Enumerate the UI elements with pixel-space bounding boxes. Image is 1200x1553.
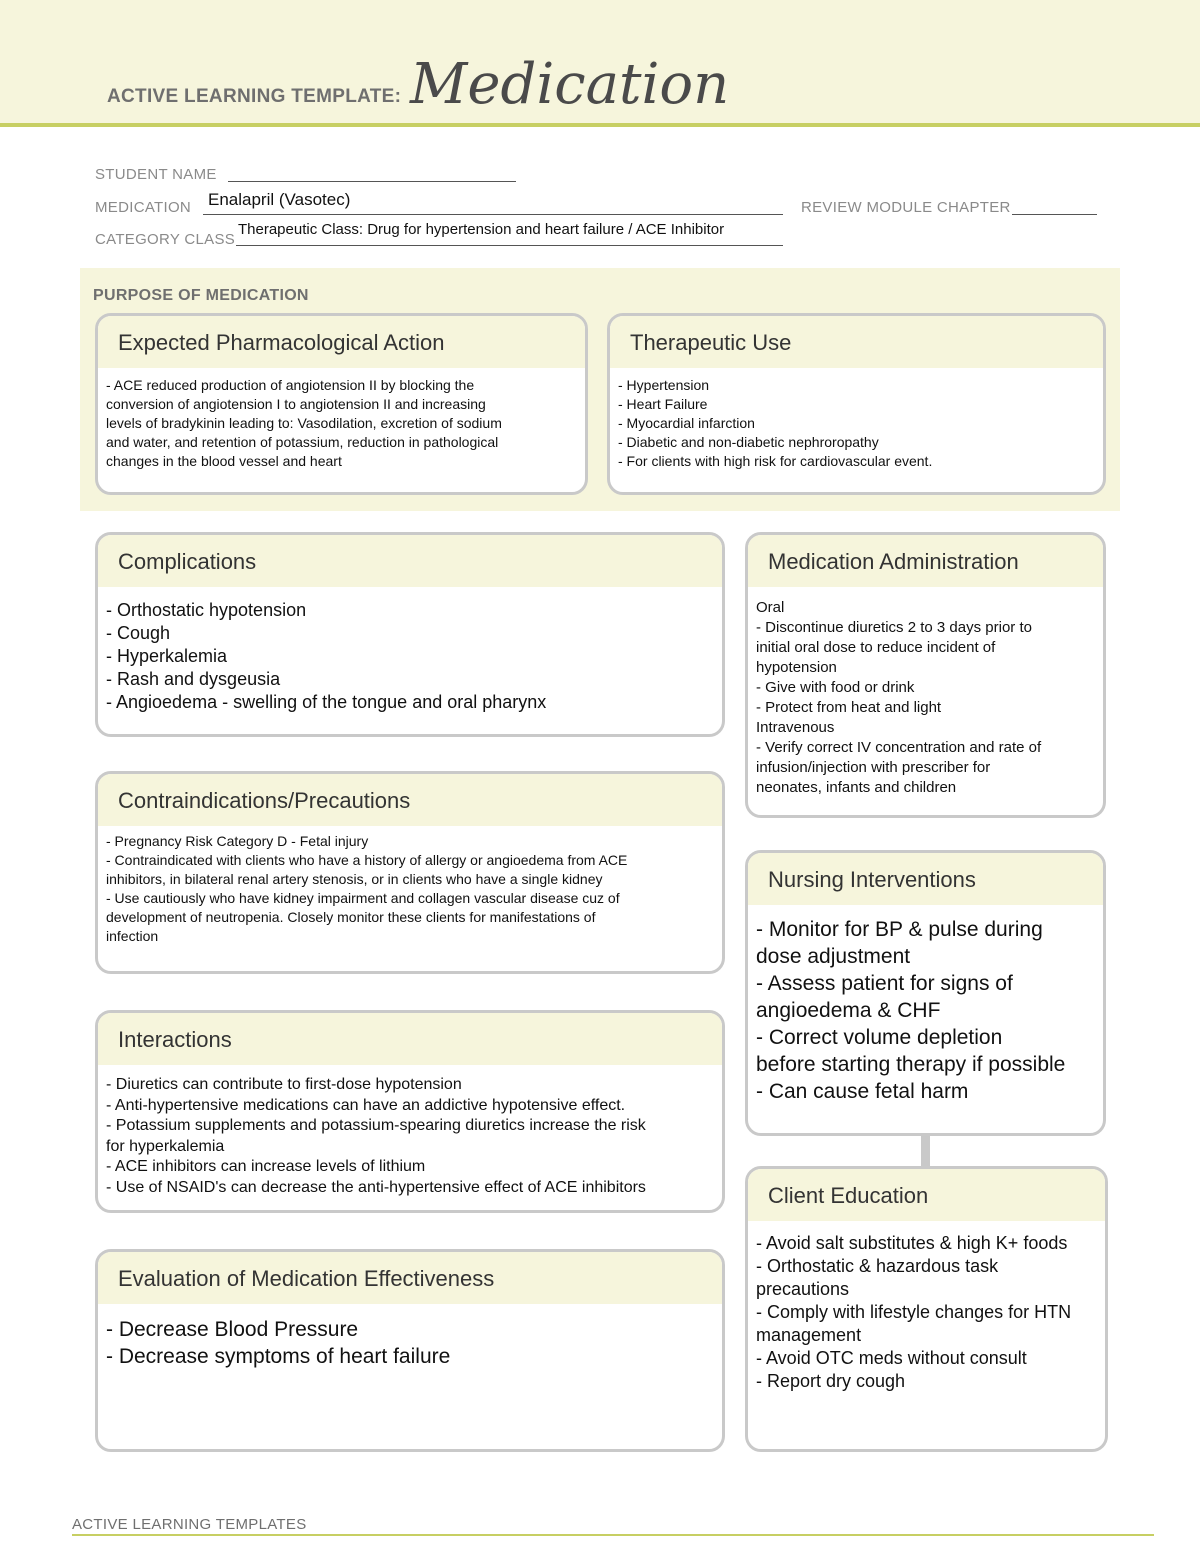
nursing-body[interactable] [748, 905, 1103, 1105]
client-ed-line: precautions [756, 1279, 850, 1299]
med-admin-line: Oral [756, 599, 785, 616]
medication-label: MEDICATION [95, 199, 192, 216]
pharm-action-title: Expected Pharmacological Action [98, 316, 585, 368]
evaluation-line: - Decrease Blood Pressure [106, 1318, 359, 1341]
interactions-card [95, 1010, 725, 1213]
contraindications-line: development of neutropenia. Closely monitor these clients for manifestations of [106, 909, 596, 925]
therapeutic-use-title: Therapeutic Use [610, 316, 1103, 368]
interactions-body[interactable] [98, 1065, 722, 1198]
interactions-line: - Potassium supplements and potassium-spearing diuretics increase the risk [106, 1117, 646, 1134]
pharm-action-line: levels of bradykinin leading to: Vasodilation, excretion of sodium [106, 415, 502, 431]
evaluation-title: Evaluation of Medication Effectiveness [98, 1252, 722, 1304]
nursing-title: Nursing Interventions [748, 853, 1103, 905]
complications-line: - Hyperkalemia [106, 646, 228, 666]
complications-title: Complications [98, 535, 722, 587]
section-connector [921, 1134, 930, 1166]
pharm-action-line: - ACE reduced production of angiotension II by blocking the [106, 377, 475, 393]
category-class-line [236, 245, 783, 246]
med-admin-line: neonates, infants and children [756, 779, 957, 796]
therapeutic-use-line: - Diabetic and non-diabetic nephroropathy [618, 434, 879, 450]
complications-body[interactable] [98, 587, 722, 714]
nursing-line: angioedema & CHF [756, 999, 941, 1022]
nursing-card [745, 850, 1106, 1136]
contraindications-line: infection [106, 928, 159, 944]
nursing-line: - Monitor for BP & pulse during [756, 918, 1043, 941]
med-admin-card [745, 532, 1106, 818]
review-module-line [1012, 214, 1097, 215]
complications-line: - Orthostatic hypotension [106, 600, 307, 620]
complications-card [95, 532, 725, 737]
therapeutic-use-card [607, 313, 1106, 495]
contraindications-line: - Contraindicated with clients who have a history of allergy or angioedema from ACE [106, 852, 628, 868]
complications-line: - Angioedema - swelling of the tongue and oral pharynx [106, 692, 547, 712]
client-ed-line: - Avoid salt substitutes & high K+ foods [756, 1233, 1068, 1253]
pharm-action-body[interactable] [98, 368, 585, 471]
nursing-line: - Correct volume depletion [756, 1026, 1003, 1049]
contraindications-line: inhibitors, in bilateral renal artery stenosis, or in clients who have a single kidney [106, 871, 603, 887]
med-admin-line: - Verify correct IV concentration and rate of [756, 739, 1042, 756]
header-divider [0, 123, 1200, 127]
pharm-action-card [95, 313, 588, 495]
client-ed-line: - Avoid OTC meds without consult [756, 1348, 1027, 1368]
evaluation-card [95, 1249, 725, 1452]
contraindications-body[interactable] [98, 826, 722, 946]
therapeutic-use-body[interactable] [610, 368, 1103, 471]
med-admin-line: Intravenous [756, 719, 835, 736]
client-ed-body[interactable] [748, 1221, 1105, 1393]
med-admin-line: infusion/injection with prescriber for [756, 759, 991, 776]
student-name-line [228, 181, 516, 182]
pharm-action-line: and water, and retention of potassium, reduction in pathological [106, 434, 499, 450]
client-ed-line: - Report dry cough [756, 1371, 906, 1391]
med-admin-title: Medication Administration [748, 535, 1103, 587]
client-ed-line: - Comply with lifestyle changes for HTN [756, 1302, 1072, 1322]
med-admin-line: - Give with food or drink [756, 679, 915, 696]
footer-divider [72, 1534, 1154, 1536]
complications-line: - Rash and dysgeusia [106, 669, 281, 689]
therapeutic-use-line: - Heart Failure [618, 396, 708, 412]
footer-label: ACTIVE LEARNING TEMPLATES [72, 1516, 307, 1533]
med-admin-line: initial oral dose to reduce incident of [756, 639, 996, 656]
nursing-line: before starting therapy if possible [756, 1053, 1066, 1076]
interactions-line: - ACE inhibitors can increase levels of lithium [106, 1158, 426, 1175]
interactions-title: Interactions [98, 1013, 722, 1065]
category-class-label: CATEGORY CLASS [95, 231, 236, 248]
med-admin-line: - Protect from heat and light [756, 699, 942, 716]
therapeutic-use-line: - Hypertension [618, 377, 710, 393]
therapeutic-use-line: - Myocardial infarction [618, 415, 755, 431]
pharm-action-line: changes in the blood vessel and heart [106, 453, 342, 469]
contraindications-line: - Pregnancy Risk Category D - Fetal injury [106, 833, 369, 849]
evaluation-line: - Decrease symptoms of heart failure [106, 1345, 451, 1368]
med-admin-line: - Discontinue diuretics 2 to 3 days prior to [756, 619, 1032, 636]
contraindications-line: - Use cautiously who have kidney impairment and collagen vascular disease cuz of [106, 890, 620, 906]
nursing-line: - Can cause fetal harm [756, 1080, 969, 1103]
med-admin-line: hypotension [756, 659, 837, 676]
review-module-label: REVIEW MODULE CHAPTER [801, 199, 1011, 216]
client-ed-title: Client Education [748, 1169, 1105, 1221]
client-ed-card [745, 1166, 1108, 1452]
nursing-line: - Assess patient for signs of [756, 972, 1013, 995]
student-name-label: STUDENT NAME [95, 166, 217, 183]
contraindications-card [95, 771, 725, 974]
page-title: Medication [410, 52, 730, 117]
therapeutic-use-line: - For clients with high risk for cardiovascular event. [618, 453, 933, 469]
interactions-line: - Anti-hypertensive medications can have an addictive hypotensive effect. [106, 1096, 626, 1114]
client-ed-line: management [756, 1325, 862, 1345]
medication-line [203, 214, 783, 215]
pharm-action-line: conversion of angiotension I to angiotension II and increasing [106, 396, 486, 412]
complications-line: - Cough [106, 623, 171, 643]
contraindications-title: Contraindications/Precautions [98, 774, 722, 826]
interactions-line: - Use of NSAID's can decrease the anti-hypertensive effect of ACE inhibitors [106, 1178, 646, 1196]
client-ed-line: - Orthostatic & hazardous task [756, 1256, 999, 1276]
template-label: ACTIVE LEARNING TEMPLATE: [107, 86, 402, 107]
interactions-line: - Diuretics can contribute to first-dose hypotension [106, 1076, 462, 1093]
medication-field[interactable]: Enalapril (Vasotec) [208, 190, 351, 209]
category-class-field[interactable]: Therapeutic Class: Drug for hypertension and heart failure / ACE Inhibitor [238, 221, 725, 238]
med-admin-body[interactable] [748, 587, 1103, 798]
purpose-title: PURPOSE OF MEDICATION [93, 287, 309, 304]
nursing-line: dose adjustment [756, 945, 911, 968]
interactions-line: for hyperkalemia [106, 1137, 225, 1155]
evaluation-body[interactable] [98, 1304, 722, 1370]
